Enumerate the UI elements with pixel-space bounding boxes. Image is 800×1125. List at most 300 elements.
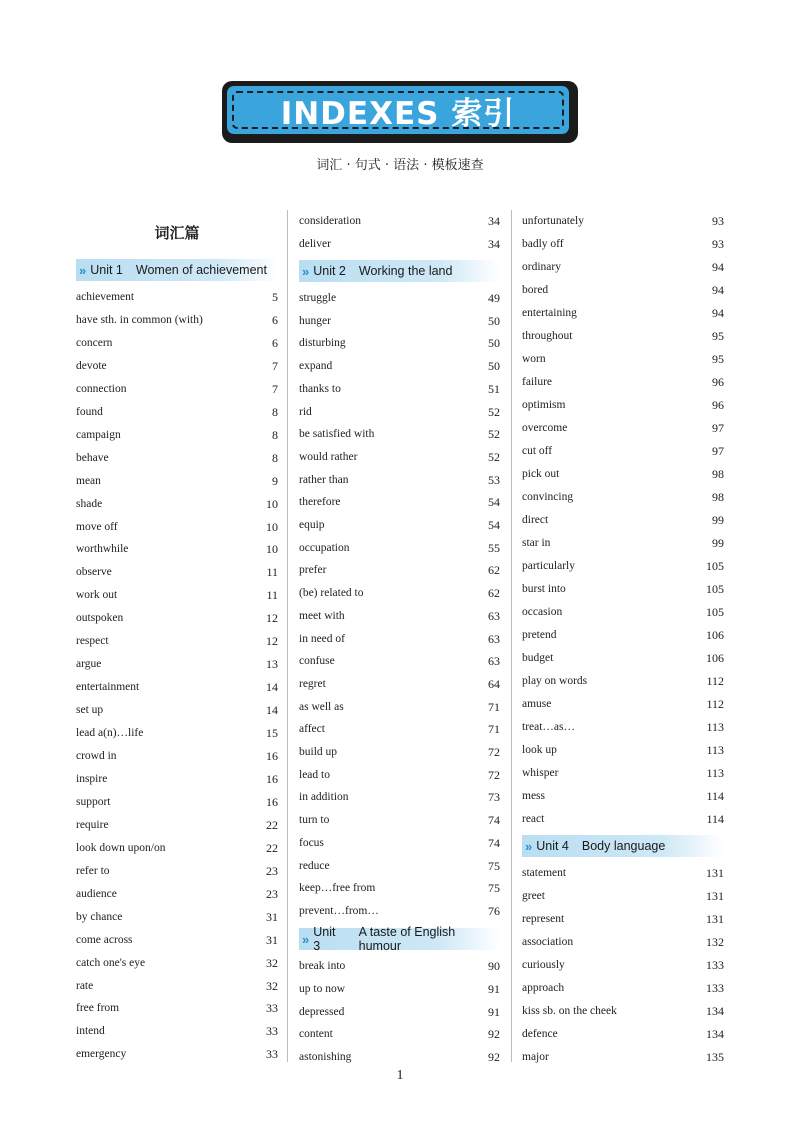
entry-term: convincing xyxy=(522,491,574,503)
entry-term: struggle xyxy=(299,292,337,304)
entry-page: 52 xyxy=(488,404,500,419)
entry-page: 74 xyxy=(488,835,500,850)
entry-page: 50 xyxy=(488,313,500,328)
index-entry xyxy=(522,418,724,438)
entry-term: overcome xyxy=(522,422,568,434)
entry-term: regret xyxy=(299,677,326,690)
index-entry xyxy=(299,234,500,254)
entry-page: 31 xyxy=(266,909,278,924)
index-entry xyxy=(76,310,278,330)
index-entry xyxy=(76,861,278,881)
entry-page: 9 xyxy=(272,473,278,488)
entry-term: look down upon/on xyxy=(76,841,166,854)
entry-term: major xyxy=(522,1051,549,1063)
index-entry xyxy=(76,930,278,950)
entry-page: 32 xyxy=(266,978,278,993)
entry-page: 62 xyxy=(488,586,500,601)
entry-term: set up xyxy=(76,704,104,717)
entry-page: 114 xyxy=(706,812,724,826)
entry-term: confuse xyxy=(299,655,335,668)
entry-page: 131 xyxy=(706,912,724,926)
entry-page: 49 xyxy=(488,291,500,305)
entry-term: come across xyxy=(76,933,133,946)
entry-page: 10 xyxy=(266,519,278,534)
entry-page: 34 xyxy=(488,214,500,228)
entry-page: 94 xyxy=(712,306,724,320)
entry-term: rid xyxy=(299,405,312,418)
index-entry xyxy=(522,809,724,829)
index-entry xyxy=(522,671,724,691)
index-entry xyxy=(522,1001,724,1021)
double-chevron-icon: » xyxy=(525,838,533,854)
entry-page: 14 xyxy=(266,680,278,695)
unit-name: Women of achievement xyxy=(135,263,267,277)
index-entry xyxy=(522,487,724,507)
index-entry xyxy=(299,878,500,898)
entry-page: 73 xyxy=(488,790,500,805)
entry-page: 98 xyxy=(712,467,724,481)
entry-page: 7 xyxy=(272,358,278,373)
index-entry xyxy=(522,978,724,998)
entry-page: 74 xyxy=(488,813,500,828)
entry-term: defence xyxy=(522,1028,558,1040)
index-entry xyxy=(299,956,500,976)
unit-header-4 xyxy=(522,835,724,857)
index-entry xyxy=(76,608,278,628)
index-entry xyxy=(522,909,724,929)
index-entry xyxy=(299,560,500,580)
entry-term: respect xyxy=(76,635,109,648)
entry-page: 6 xyxy=(272,312,278,327)
index-entry xyxy=(299,606,500,626)
entry-page: 64 xyxy=(488,676,500,691)
index-entry xyxy=(522,303,724,323)
index-entry xyxy=(522,372,724,392)
entry-page: 63 xyxy=(488,631,500,646)
entry-term: badly off xyxy=(522,238,564,250)
index-entry xyxy=(299,356,500,376)
index-entry xyxy=(76,1044,278,1064)
entry-term: budget xyxy=(522,652,554,664)
entry-term: ordinary xyxy=(522,261,561,273)
index-entry xyxy=(299,470,500,490)
index-entry xyxy=(76,585,278,605)
entry-page: 95 xyxy=(712,352,724,366)
entry-page: 7 xyxy=(272,381,278,396)
entry-page: 97 xyxy=(712,421,724,435)
entry-term: greet xyxy=(522,890,545,902)
entry-term: cut off xyxy=(522,445,553,457)
entry-term: hunger xyxy=(299,314,331,327)
index-entry xyxy=(76,700,278,720)
index-entry xyxy=(522,786,724,806)
entry-term: star in xyxy=(522,537,551,549)
entry-page: 22 xyxy=(266,817,278,832)
entry-term: argue xyxy=(76,658,102,671)
index-entry xyxy=(76,379,278,399)
index-entry xyxy=(522,533,724,553)
entry-term: occupation xyxy=(299,541,350,554)
index-entry xyxy=(76,953,278,973)
entry-term: up to now xyxy=(299,982,345,995)
entry-page: 8 xyxy=(272,404,278,419)
unit-label: Unit 1 xyxy=(90,263,123,277)
entry-term: intend xyxy=(76,1025,105,1038)
entry-term: worthwhile xyxy=(76,543,129,556)
entry-term: throughout xyxy=(522,330,573,342)
entry-term: depressed xyxy=(299,1005,345,1018)
entry-page: 94 xyxy=(712,260,724,274)
index-entry xyxy=(76,677,278,697)
entry-term: prevent…from… xyxy=(299,904,379,917)
entry-page: 33 xyxy=(266,1024,278,1039)
index-entry xyxy=(522,1024,724,1044)
index-entry xyxy=(299,719,500,739)
index-entry xyxy=(522,625,724,645)
index-entry xyxy=(76,425,278,445)
entry-term: worn xyxy=(522,353,546,365)
entry-page: 75 xyxy=(488,881,500,896)
entry-term: by chance xyxy=(76,910,123,923)
entry-term: observe xyxy=(76,566,112,579)
index-entry xyxy=(299,311,500,331)
entry-page: 52 xyxy=(488,427,500,442)
entry-page: 90 xyxy=(488,959,500,973)
entry-term: curiously xyxy=(522,959,565,971)
entry-page: 72 xyxy=(488,767,500,782)
entry-term: devote xyxy=(76,359,107,372)
index-entry xyxy=(522,395,724,415)
entry-term: bored xyxy=(522,284,549,296)
index-entry xyxy=(299,979,500,999)
index-entry xyxy=(299,515,500,535)
entry-page: 10 xyxy=(266,496,278,511)
entry-page: 54 xyxy=(488,495,500,510)
entry-term: shade xyxy=(76,497,103,510)
entry-page: 76 xyxy=(488,903,500,918)
index-entry xyxy=(299,674,500,694)
entry-term: crowd in xyxy=(76,750,117,762)
entry-term: lead to xyxy=(299,768,330,781)
entry-page: 72 xyxy=(488,745,500,759)
entry-page: 106 xyxy=(706,628,724,642)
entry-term: play on words xyxy=(522,675,588,687)
entry-page: 112 xyxy=(706,697,724,711)
index-entry xyxy=(299,697,500,717)
index-entry xyxy=(299,333,500,353)
entry-term: whisper xyxy=(522,767,559,779)
entry-page: 12 xyxy=(266,634,278,649)
entry-page: 23 xyxy=(266,886,278,901)
index-entry xyxy=(299,1047,500,1067)
entry-page: 105 xyxy=(706,605,724,619)
entry-page: 92 xyxy=(488,1050,500,1065)
entry-page: 13 xyxy=(266,657,278,672)
entry-page: 112 xyxy=(706,674,724,688)
entry-term: entertaining xyxy=(522,307,577,319)
entry-page: 113 xyxy=(706,743,724,757)
entry-term: disturbing xyxy=(299,337,346,350)
index-entry xyxy=(76,402,278,422)
double-chevron-icon: » xyxy=(302,931,310,947)
index-entry xyxy=(76,654,278,674)
index-entry xyxy=(522,886,724,906)
index-entry xyxy=(299,538,500,558)
unit-name: Body language xyxy=(581,839,666,853)
entry-page: 105 xyxy=(706,582,724,596)
entry-term: expand xyxy=(299,360,333,373)
entry-page: 50 xyxy=(488,359,500,374)
index-entry xyxy=(299,583,500,603)
entry-term: rather than xyxy=(299,473,349,486)
index-entry xyxy=(299,856,500,876)
index-entry xyxy=(76,884,278,904)
entry-term: mean xyxy=(76,474,101,487)
entry-term: move off xyxy=(76,520,118,533)
unit-name: Working the land xyxy=(358,264,453,278)
entry-page: 133 xyxy=(706,981,724,995)
entry-page: 63 xyxy=(488,608,500,623)
index-entry xyxy=(522,648,724,668)
index-entry xyxy=(76,539,278,559)
entry-term: focus xyxy=(299,836,324,849)
entry-page: 54 xyxy=(488,518,500,532)
index-entry xyxy=(522,1047,724,1067)
index-entry xyxy=(522,863,724,883)
index-entry xyxy=(299,629,500,649)
entry-term: meet with xyxy=(299,609,345,622)
entry-term: association xyxy=(522,936,574,948)
entry-page: 93 xyxy=(712,214,724,228)
entry-page: 31 xyxy=(266,932,278,947)
entry-term: astonishing xyxy=(299,1051,352,1064)
index-entry xyxy=(522,234,724,254)
entry-term: deliver xyxy=(299,237,331,250)
entry-page: 22 xyxy=(266,840,278,855)
index-entry xyxy=(522,717,724,737)
entry-page: 133 xyxy=(706,958,724,972)
entry-page: 16 xyxy=(266,794,278,809)
entry-term: affect xyxy=(299,723,325,736)
entry-page: 10 xyxy=(266,542,278,557)
subtitle: 词汇 · 句式 · 语法 · 模板速查 xyxy=(316,158,484,173)
entry-term: reduce xyxy=(299,859,330,872)
index-entry xyxy=(299,211,500,231)
entry-page: 131 xyxy=(706,866,724,880)
index-entry xyxy=(76,562,278,582)
entry-term: prefer xyxy=(299,564,327,577)
index-entry xyxy=(522,740,724,760)
index-entry xyxy=(299,901,500,921)
entry-term: unfortunately xyxy=(522,215,584,227)
index-entry xyxy=(522,955,724,975)
entry-term: content xyxy=(299,1028,333,1041)
entry-page: 99 xyxy=(712,536,724,550)
entry-term: mess xyxy=(522,790,545,802)
entry-term: entertainment xyxy=(76,681,140,694)
entry-term: break into xyxy=(299,960,346,972)
entry-term: pick out xyxy=(522,468,560,480)
entry-page: 23 xyxy=(266,863,278,878)
entry-page: 8 xyxy=(272,427,278,442)
entry-page: 63 xyxy=(488,654,500,669)
entry-page: 50 xyxy=(488,336,500,351)
index-entry xyxy=(522,763,724,783)
index-entry xyxy=(522,602,724,622)
column-divider xyxy=(511,210,512,1062)
entry-page: 134 xyxy=(706,1027,724,1041)
entry-page: 106 xyxy=(706,651,724,665)
entry-page: 14 xyxy=(266,703,278,718)
index-entry xyxy=(76,333,278,353)
entry-term: burst into xyxy=(522,583,566,595)
index-entry xyxy=(76,287,278,307)
index-entry xyxy=(522,441,724,461)
index-entry xyxy=(76,792,278,812)
entry-page: 12 xyxy=(266,611,278,626)
index-entry xyxy=(76,494,278,514)
index-entry xyxy=(76,471,278,491)
index-entry xyxy=(522,349,724,369)
entry-term: be satisfied with xyxy=(299,428,375,441)
entry-term: as well as xyxy=(299,700,344,713)
entry-term: free from xyxy=(76,1002,120,1015)
entry-term: turn to xyxy=(299,814,330,827)
entry-page: 71 xyxy=(488,699,500,714)
index-entry xyxy=(299,424,500,444)
entry-page: 113 xyxy=(706,766,724,780)
entry-page: 62 xyxy=(488,563,500,578)
entry-page: 134 xyxy=(706,1004,724,1018)
section-heading: 词汇篇 xyxy=(154,224,200,242)
index-entry xyxy=(76,448,278,468)
page-title: INDEXES 索引 xyxy=(280,95,516,132)
index-entry xyxy=(522,211,724,231)
entry-page: 6 xyxy=(272,335,278,350)
entry-term: approach xyxy=(522,982,565,994)
entry-page: 135 xyxy=(706,1050,724,1064)
index-entry xyxy=(522,257,724,277)
index-entry xyxy=(76,631,278,651)
entry-page: 34 xyxy=(488,236,500,251)
entry-page: 114 xyxy=(706,789,724,803)
entry-page: 55 xyxy=(488,540,500,555)
entry-page: 33 xyxy=(266,1047,278,1062)
entry-term: thanks to xyxy=(299,382,341,395)
unit-label: Unit 2 xyxy=(313,264,346,278)
index-entry xyxy=(522,579,724,599)
entry-page: 131 xyxy=(706,889,724,903)
unit-label: Unit 4 xyxy=(536,839,569,853)
page-number: 1 xyxy=(396,1068,404,1083)
unit-name: A taste of English humour xyxy=(358,925,456,953)
entry-page: 52 xyxy=(488,449,500,464)
index-entry xyxy=(299,810,500,830)
index-entry xyxy=(299,742,500,762)
entry-page: 105 xyxy=(706,559,724,573)
entry-page: 94 xyxy=(712,283,724,297)
entry-page: 51 xyxy=(488,381,500,396)
entry-page: 91 xyxy=(488,981,500,996)
entry-term: pretend xyxy=(522,629,557,641)
entry-term: in need of xyxy=(299,632,345,645)
index-entry xyxy=(76,815,278,835)
entry-term: look up xyxy=(522,744,557,756)
entry-page: 99 xyxy=(712,513,724,527)
double-chevron-icon: » xyxy=(302,263,310,279)
entry-term: require xyxy=(76,818,109,831)
index-entry xyxy=(76,746,278,766)
entry-page: 93 xyxy=(712,237,724,251)
entry-page: 98 xyxy=(712,490,724,504)
entry-page: 16 xyxy=(266,771,278,786)
entry-term: catch one's eye xyxy=(76,956,146,969)
index-entry xyxy=(522,510,724,530)
index-entry xyxy=(76,517,278,537)
entry-term: equip xyxy=(299,519,325,531)
index-entry xyxy=(76,998,278,1018)
index-entry xyxy=(299,402,500,422)
entry-page: 5 xyxy=(272,290,278,304)
index-entry xyxy=(522,464,724,484)
entry-term: behave xyxy=(76,451,109,464)
entry-term: have sth. in common (with) xyxy=(76,313,203,326)
entry-term: build up xyxy=(299,746,338,758)
index-entry xyxy=(299,1002,500,1022)
index-entry xyxy=(299,1024,500,1044)
unit-header-2 xyxy=(299,260,500,282)
entry-term: kiss sb. on the cheek xyxy=(522,1005,617,1017)
index-entry xyxy=(299,447,500,467)
entry-term: achievement xyxy=(76,291,135,303)
entry-term: treat…as… xyxy=(522,721,576,733)
entry-term: occasion xyxy=(522,606,563,618)
index-entry xyxy=(522,326,724,346)
entry-page: 96 xyxy=(712,398,724,412)
entry-term: refer to xyxy=(76,864,110,877)
entry-term: inspire xyxy=(76,772,108,785)
entry-page: 95 xyxy=(712,329,724,343)
index-entry xyxy=(76,907,278,927)
index-entry xyxy=(76,976,278,996)
unit-header-3 xyxy=(299,925,500,953)
double-chevron-icon: » xyxy=(79,262,87,278)
entry-term: therefore xyxy=(299,496,341,509)
index-entry xyxy=(299,379,500,399)
entry-page: 75 xyxy=(488,858,500,873)
entry-term: audience xyxy=(76,887,117,900)
entry-term: consideration xyxy=(299,215,361,227)
index-entry xyxy=(76,838,278,858)
entry-term: emergency xyxy=(76,1048,127,1061)
entry-page: 71 xyxy=(488,722,500,737)
entry-term: outspoken xyxy=(76,612,124,625)
index-entry xyxy=(522,280,724,300)
entry-term: (be) related to xyxy=(299,587,364,600)
entry-term: support xyxy=(76,795,111,808)
entry-page: 8 xyxy=(272,450,278,465)
index-entry xyxy=(76,723,278,743)
entry-page: 15 xyxy=(266,726,278,741)
entry-page: 92 xyxy=(488,1027,500,1042)
index-entry xyxy=(522,694,724,714)
index-entry xyxy=(76,769,278,789)
entry-term: amuse xyxy=(522,698,552,710)
index-entry xyxy=(299,492,500,512)
entry-page: 11 xyxy=(266,588,278,603)
entry-page: 96 xyxy=(712,375,724,389)
entry-term: lead a(n)…life xyxy=(76,727,144,740)
